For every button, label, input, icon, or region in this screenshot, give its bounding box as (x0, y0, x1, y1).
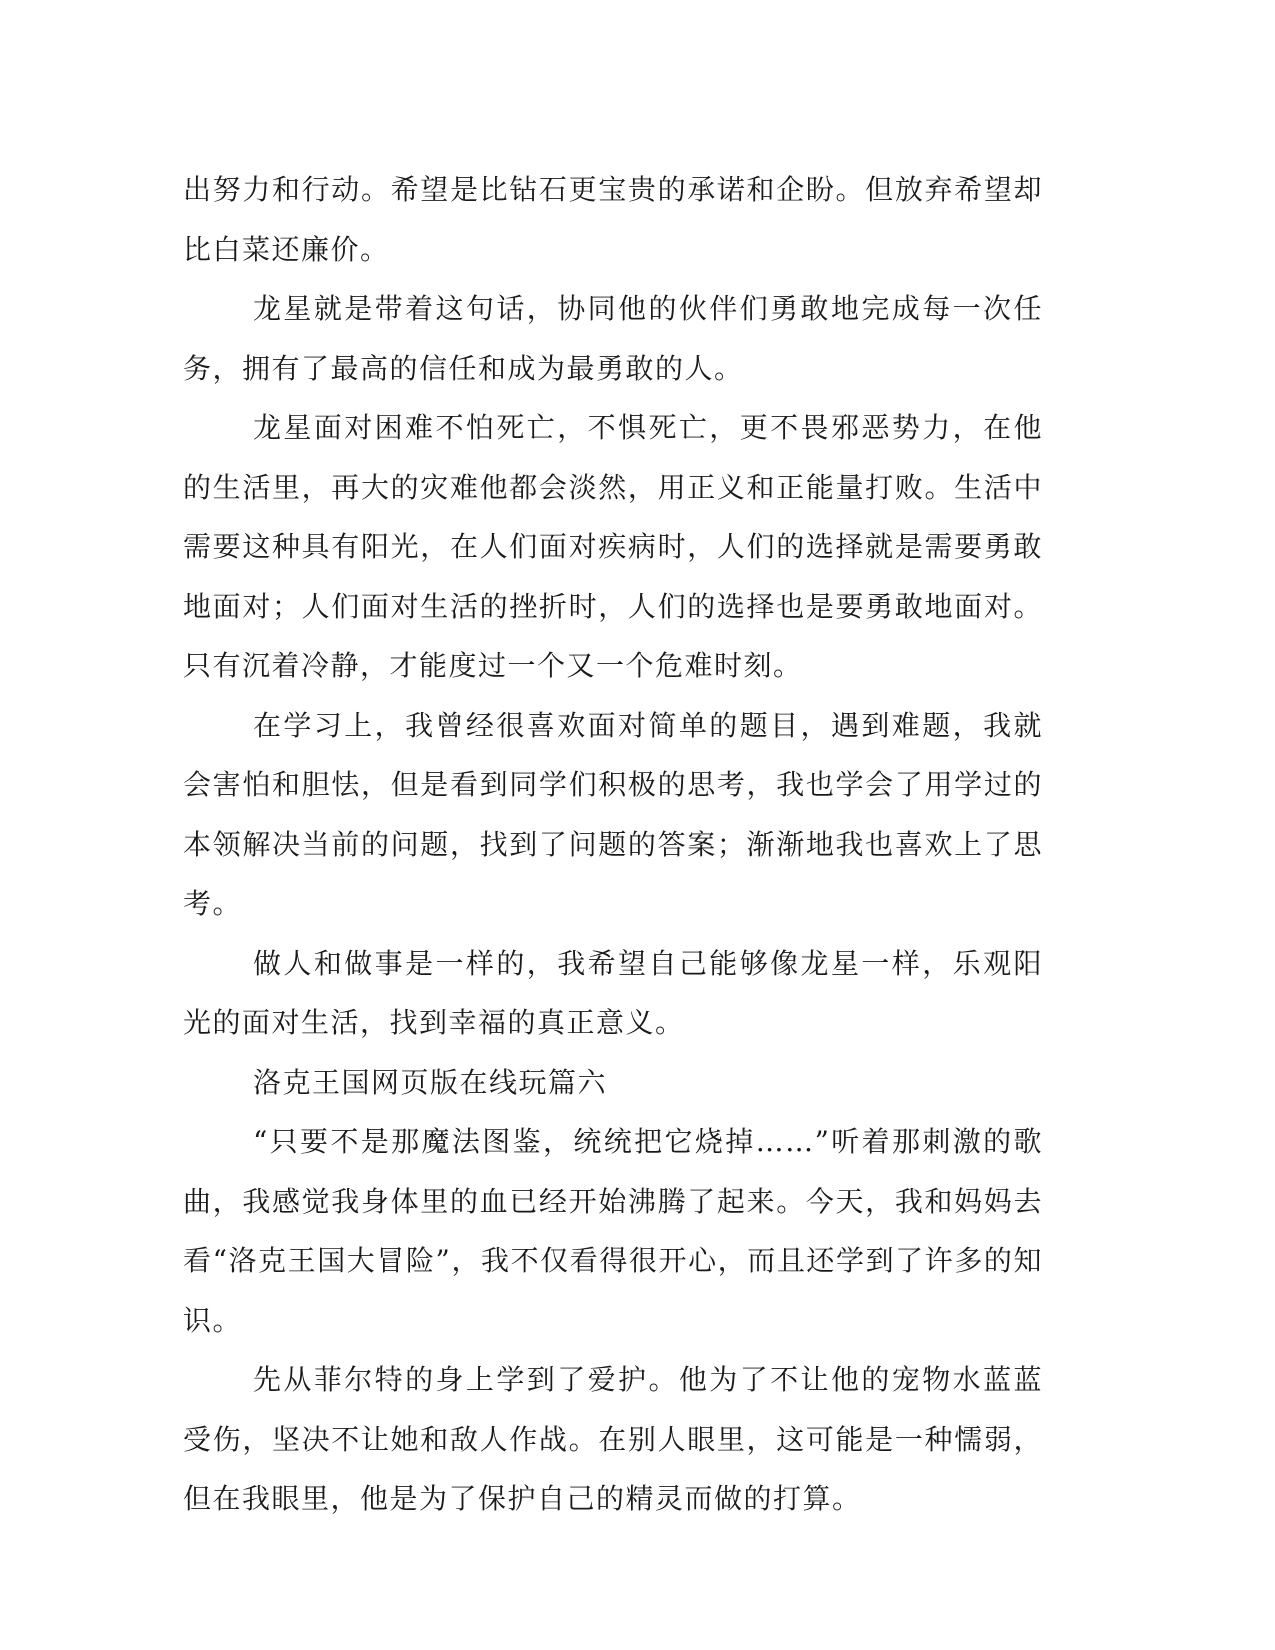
section-heading: 洛克王国网页版在线玩篇六 (253, 1065, 608, 1099)
paragraph: 出努力和行动。希望是比钻石更宝贵的承诺和企盼。但放弃希望却比白菜还廉价。 (183, 173, 1043, 266)
paragraph: 先从菲尔特的身上学到了爱护。他为了不让他的宠物水蓝蓝受伤，坚决不让她和敌人作战。在别人眼里，这可能是一种懦弱，但在我眼里，他是为了保护自己的精灵而做的打算。 (183, 1363, 1043, 1515)
paragraph: “只要不是那魔法图鉴，统统把它烧掉……”听着那刺激的歌曲，我感觉我身体里的血已经开始沸腾了起来。今天，我和妈妈去看“洛克王国大冒险”，我不仅看得很开心，而且还学到了许多的知识。 (183, 1125, 1043, 1337)
document-body (183, 160, 1043, 1529)
paragraph: 做人和做事是一样的，我希望自己能够像龙星一样，乐观阳光的面对生活，找到幸福的真正意义。 (183, 946, 1043, 1039)
paragraph: 龙星就是带着这句话，协同他的伙伴们勇敢地完成每一次任务，拥有了最高的信任和成为最勇敢的人。 (183, 292, 1043, 385)
paragraph: 龙星面对困难不怕死亡，不惧死亡，更不畏邪恶势力，在他的生活里，再大的灾难他都会淡然，用正义和正能量打败。生活中需要这种具有阳光，在人们面对疾病时，人们的选择就是需要勇敢地面对；人们面对生活的挫折时，人们的选择也是要勇敢地面对。只有沉着冷静，才能度过一个又一个危难时刻。 (183, 411, 1043, 682)
paragraph: 在学习上，我曾经很喜欢面对简单的题目，遇到难题，我就会害怕和胆怯，但是看到同学们积极的思考，我也学会了用学过的本领解决当前的问题，找到了问题的答案；渐渐地我也喜欢上了思考。 (183, 708, 1043, 920)
